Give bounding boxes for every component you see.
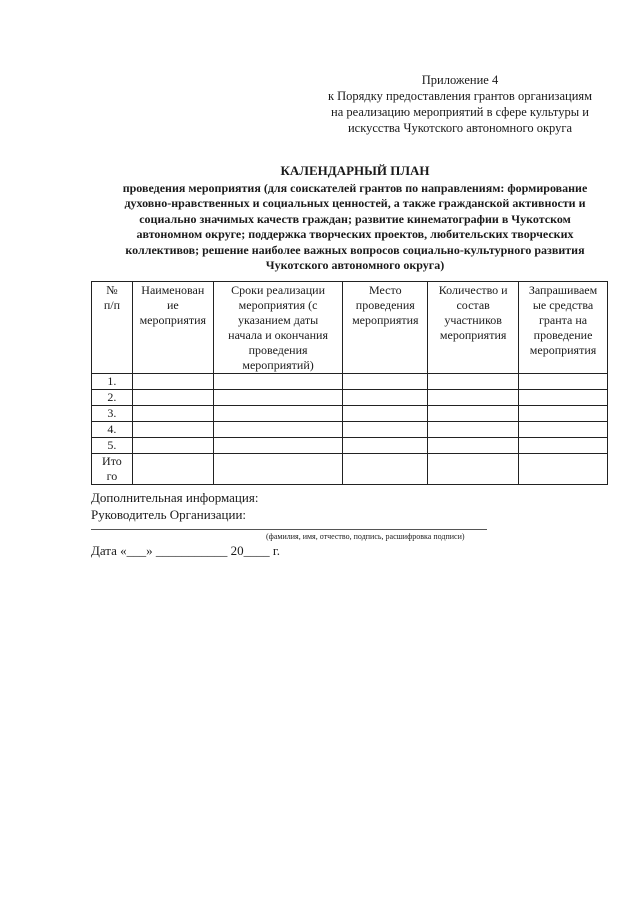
appendix-line: искусства Чукотского автономного округа (347, 121, 573, 135)
title-line: автономном округе; поддержка творческих проектов, любительских творческих (136, 227, 574, 241)
title-line: коллективов; решение наиболее важных вопросов социально-культурного развития (125, 242, 585, 257)
table-row (92, 374, 608, 390)
table-cell[interactable] (519, 454, 608, 485)
head-of-organization-label: Руководитель Организации: (91, 507, 247, 522)
title-line: проведения мероприятия (для соискателей грантов по направлениям: формирование (122, 180, 588, 195)
additional-info-label: Дополнительная информация: (91, 490, 259, 505)
row-number: 2. (92, 390, 133, 406)
table-cell[interactable] (132, 438, 213, 454)
date-field[interactable]: Дата «___» ___________ 20____ г. (91, 543, 281, 558)
table-cell[interactable] (519, 406, 608, 422)
row-number: 5. (92, 438, 133, 454)
signature-line[interactable] (91, 529, 487, 530)
total-label: Ито го (92, 454, 133, 485)
appendix-block (300, 72, 620, 136)
table-cell[interactable] (343, 454, 428, 485)
table-cell[interactable] (428, 406, 519, 422)
appendix-line: на реализацию мероприятий в сфере культуры и (331, 105, 589, 119)
table-cell[interactable] (428, 422, 519, 438)
table-cell[interactable] (343, 374, 428, 390)
header-event-name: Наименован ие мероприятия (132, 282, 213, 374)
table-cell[interactable] (213, 390, 343, 406)
header-venue: Место проведения мероприятия (343, 282, 428, 374)
plan-title: КАЛЕНДАРНЫЙ ПЛАН (280, 163, 430, 178)
header-number: № п/п (92, 282, 133, 374)
table-cell[interactable] (132, 406, 213, 422)
table-cell[interactable] (132, 454, 213, 485)
appendix-line: Приложение 4 (421, 73, 499, 87)
table-cell[interactable] (343, 390, 428, 406)
header-dates: Сроки реализации мероприятия (с указанием даты начала и окончания проведения мероприятий) (213, 282, 343, 374)
document-title (88, 163, 622, 274)
table-row (92, 406, 608, 422)
table-cell[interactable] (343, 438, 428, 454)
total-row (92, 454, 608, 485)
table-cell[interactable] (343, 422, 428, 438)
row-number: 1. (92, 374, 133, 390)
table-cell[interactable] (343, 406, 428, 422)
table-cell[interactable] (428, 390, 519, 406)
title-line: Чукотского автономного округа) (265, 258, 445, 272)
table-cell[interactable] (519, 374, 608, 390)
calendar-plan-table (91, 281, 608, 485)
table-cell[interactable] (519, 390, 608, 406)
table-cell[interactable] (213, 438, 343, 454)
header-participants: Количество и состав участников мероприятия (428, 282, 519, 374)
title-line: социально значимых качеств граждан; развитие кинематографии в Чукотском (139, 211, 571, 226)
signature-caption: (фамилия, имя, отчество, подпись, расшифровка подписи) (266, 532, 465, 541)
row-number: 3. (92, 406, 133, 422)
table-cell[interactable] (519, 438, 608, 454)
table-row (92, 422, 608, 438)
table-cell[interactable] (519, 422, 608, 438)
row-number: 4. (92, 422, 133, 438)
table-row (92, 438, 608, 454)
table-cell[interactable] (428, 374, 519, 390)
table-cell[interactable] (213, 374, 343, 390)
table-cell[interactable] (132, 390, 213, 406)
table-cell[interactable] (213, 454, 343, 485)
table-row (92, 390, 608, 406)
table-cell[interactable] (428, 454, 519, 485)
table-header-row (92, 282, 608, 374)
table-cell[interactable] (132, 374, 213, 390)
table-cell[interactable] (213, 406, 343, 422)
table-cell[interactable] (428, 438, 519, 454)
footer-fields (91, 489, 258, 523)
table-cell[interactable] (132, 422, 213, 438)
header-requested-funds: Запрашиваем ые средства гранта на проведение мероприятия (519, 282, 608, 374)
appendix-line: к Порядку предоставления грантов организациям (327, 89, 593, 103)
table-cell[interactable] (213, 422, 343, 438)
title-line: духовно-нравственных и социальных ценностей, а также гражданской активности и (124, 196, 586, 210)
